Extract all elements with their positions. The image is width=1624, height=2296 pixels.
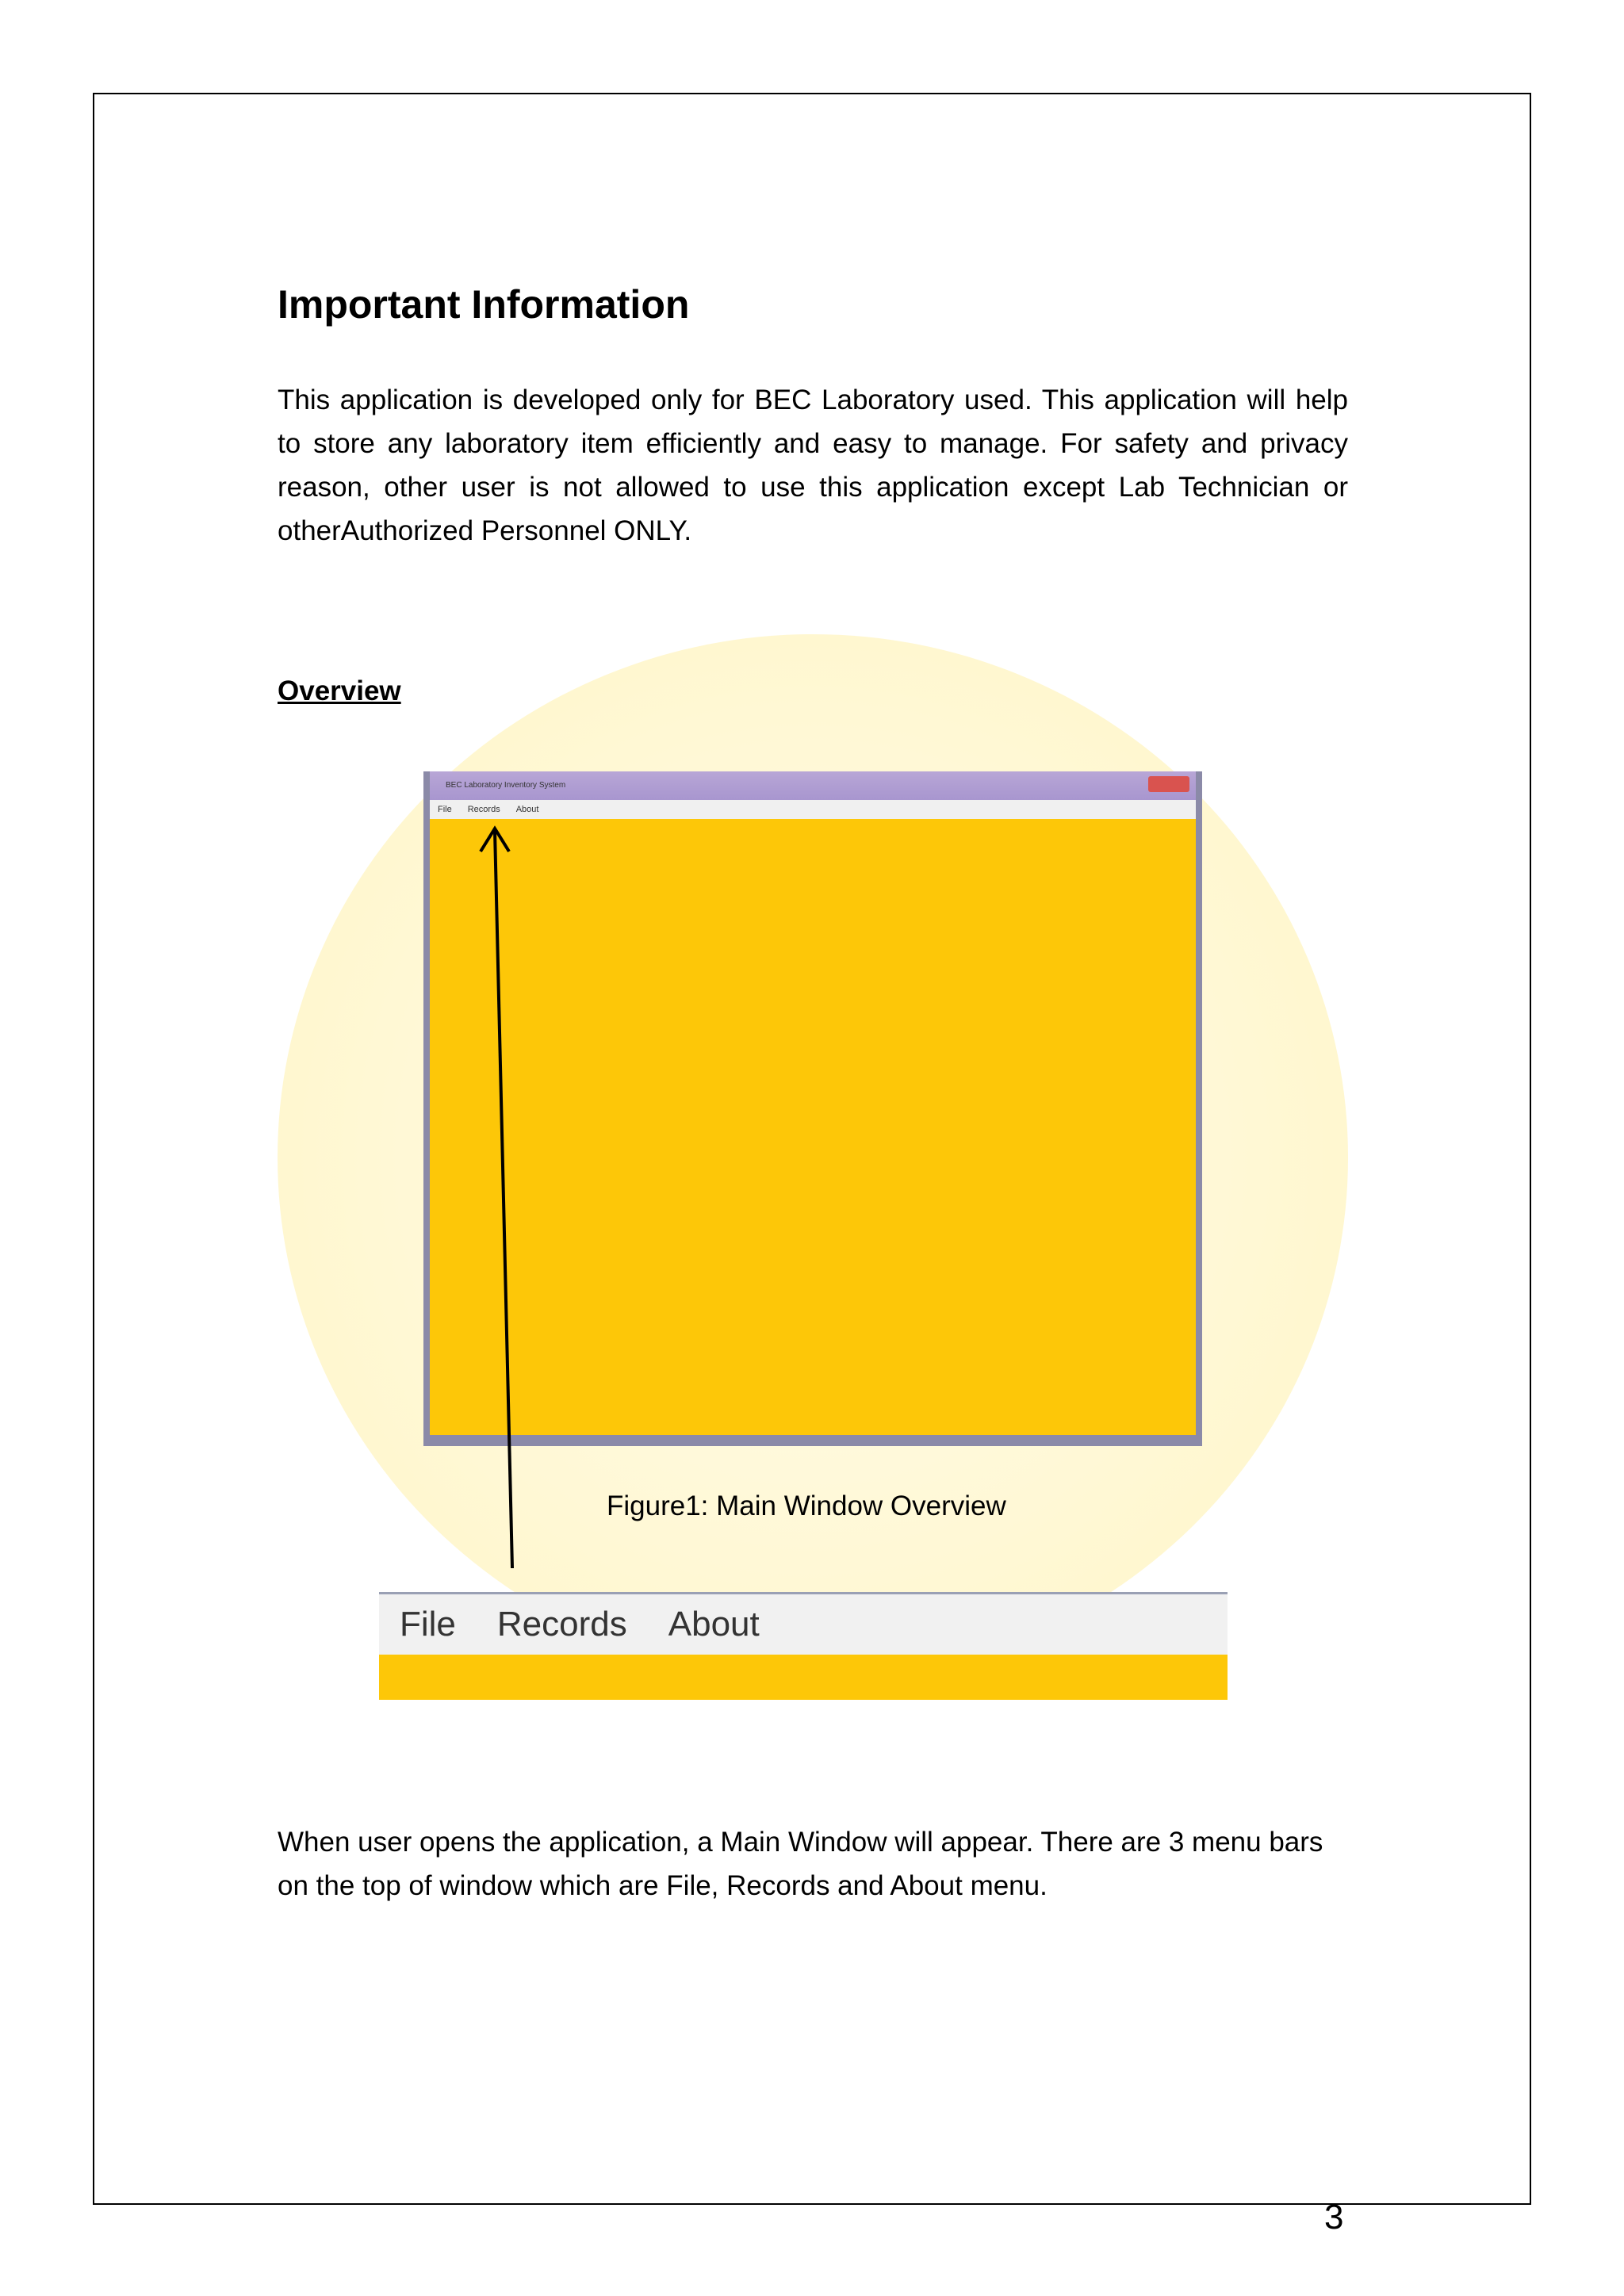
app-menu-records: Records bbox=[467, 805, 500, 814]
zoom-menu-records: Records bbox=[496, 1605, 627, 1644]
app-menu-about: About bbox=[515, 805, 539, 814]
page-heading: Important Information bbox=[278, 282, 690, 327]
description-paragraph: When user opens the application, a Main Window will appear. There are 3 menu bars on the top of window which are File, Records and About menu. bbox=[278, 1827, 1323, 1901]
app-title: BEC Laboratory Inventory System bbox=[446, 781, 566, 790]
figure-caption: Figure1: Main Window Overview bbox=[607, 1490, 1006, 1521]
zoom-menu-about: About bbox=[668, 1605, 760, 1644]
app-menu-file: File bbox=[438, 805, 452, 814]
page-number: 3 bbox=[1324, 2198, 1344, 2237]
overview-heading: Overview bbox=[278, 675, 401, 706]
zoom-menu-file: File bbox=[400, 1605, 456, 1644]
intro-paragraph: This application is developed only for BEC Laboratory used. This application will help to store any laboratory item efficiently and easy to manage. For safety and privacy reason, other user is not allowed to use this application except Lab Technician or otherAuthorized Personnel ONLY. bbox=[278, 385, 1348, 546]
